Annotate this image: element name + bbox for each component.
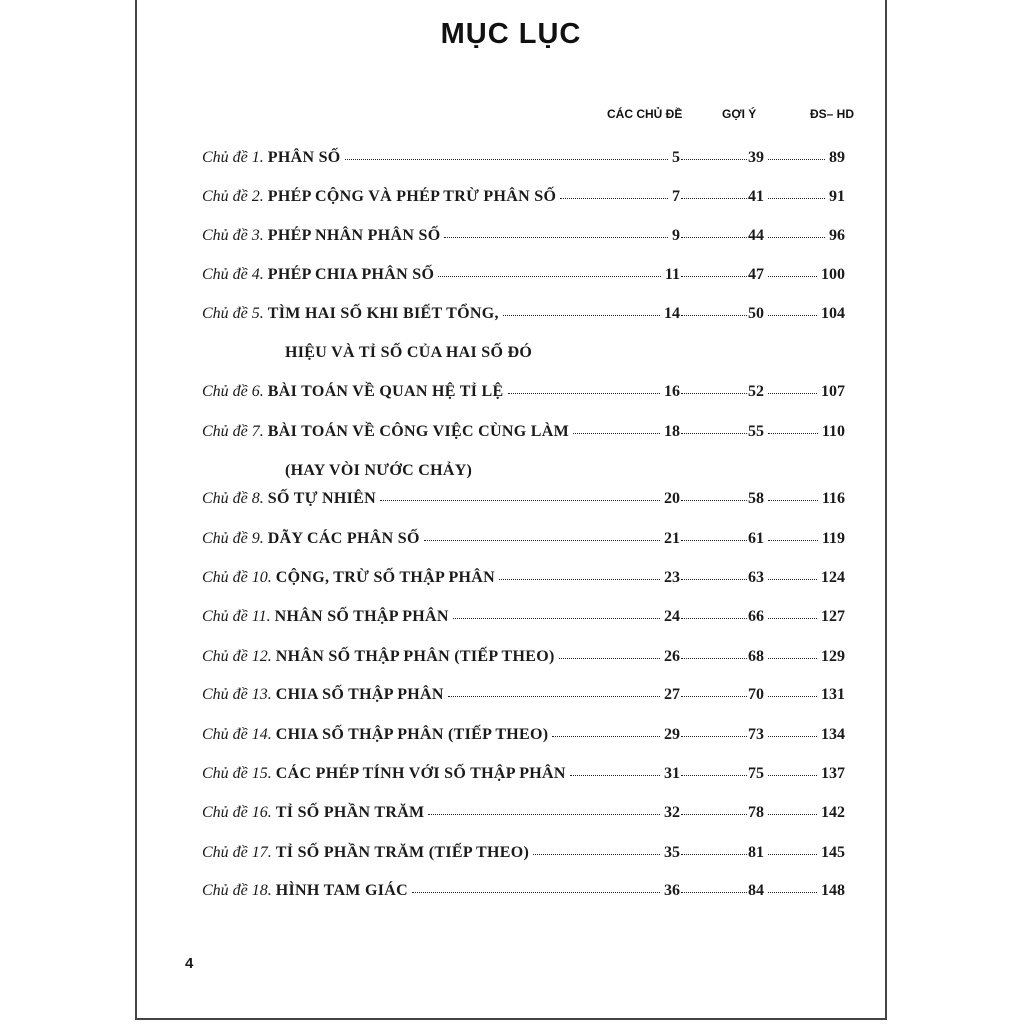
toc-topic-page: 5 — [672, 149, 680, 166]
toc-entry-topic — [202, 801, 424, 825]
toc-entry[interactable] — [202, 224, 845, 248]
toc-entry[interactable] — [202, 683, 845, 707]
leader-dots — [681, 198, 747, 199]
leader-dots — [768, 696, 817, 697]
toc-entry-prefix: Chủ đề 6. — [202, 383, 264, 400]
toc-entry-topic — [202, 841, 529, 865]
toc-answer-page: 96 — [829, 227, 845, 244]
leader-dots — [768, 736, 817, 737]
toc-topic-page: 24 — [664, 608, 680, 625]
leader-dots — [681, 500, 747, 501]
toc-entry[interactable] — [202, 605, 845, 629]
leader-dots — [681, 579, 747, 580]
toc-entry-topic — [202, 879, 408, 903]
toc-hint-page: 75 — [748, 765, 764, 782]
leader-dots — [768, 159, 825, 160]
toc-entry-continuation: HIỆU VÀ TỈ SỐ CỦA HAI SỐ ĐÓ — [285, 344, 533, 361]
toc-entry[interactable] — [202, 645, 845, 669]
toc-entry-title: PHÂN SỐ — [267, 149, 341, 166]
toc-entry-prefix: Chủ đề 4. — [202, 266, 264, 283]
toc-hint-page: 58 — [748, 490, 764, 507]
toc-topic-page: 36 — [664, 882, 680, 899]
toc-answer-page: 148 — [821, 882, 845, 899]
toc-entry-topic — [202, 723, 548, 747]
toc-entry-title: NHÂN SỐ THẬP PHÂN (TIẾP THEO) — [275, 648, 555, 665]
leader-dots — [499, 579, 660, 580]
leader-dots — [681, 814, 747, 815]
toc-entry-prefix: Chủ đề 17. — [202, 844, 272, 861]
leader-dots — [681, 315, 747, 316]
toc-hint-page: 84 — [748, 882, 764, 899]
toc-entry-topic — [202, 420, 569, 444]
leader-dots — [560, 198, 668, 199]
leader-dots — [768, 658, 817, 659]
toc-topic-page: 11 — [664, 266, 680, 283]
toc-entry-title: PHÉP NHÂN PHÂN SỐ — [267, 227, 441, 244]
toc-entry[interactable] — [202, 527, 845, 551]
header-answers: ĐS– HD — [810, 107, 855, 121]
toc-answer-page: 145 — [821, 844, 845, 861]
toc-entry-topic — [202, 380, 504, 404]
toc-entry-continuation: (HAY VÒI NƯỚC CHẢY) — [285, 462, 473, 479]
toc-topic-page: 9 — [672, 227, 680, 244]
toc-answer-page: 91 — [829, 188, 845, 205]
toc-entry-topic — [202, 566, 495, 590]
toc-answer-page: 129 — [821, 648, 845, 665]
leader-dots — [681, 393, 747, 394]
toc-entry-prefix: Chủ đề 9. — [202, 530, 264, 547]
toc-entry[interactable] — [202, 263, 845, 287]
leader-dots — [444, 237, 668, 238]
toc-hint-page: 73 — [748, 726, 764, 743]
toc-entry[interactable] — [202, 185, 845, 209]
leader-dots — [345, 159, 668, 160]
toc-answer-page: 131 — [821, 686, 845, 703]
toc-entry-topic — [202, 302, 499, 326]
toc-entry[interactable] — [202, 723, 845, 747]
leader-dots — [559, 658, 660, 659]
toc-topic-page: 7 — [672, 188, 680, 205]
toc-entry-title: CÁC PHÉP TÍNH VỚI SỐ THẬP PHÂN — [275, 765, 566, 782]
leader-dots — [681, 854, 747, 855]
toc-entry[interactable] — [202, 146, 845, 170]
toc-topic-page: 29 — [664, 726, 680, 743]
toc-entry-title: CHIA SỐ THẬP PHÂN (TIẾP THEO) — [275, 726, 549, 743]
leader-dots — [453, 618, 660, 619]
leader-dots — [552, 736, 660, 737]
toc-hint-page: 47 — [748, 266, 764, 283]
toc-hint-page: 41 — [748, 188, 764, 205]
leader-dots — [681, 159, 747, 160]
toc-entry-topic — [202, 487, 376, 511]
document-page — [135, 0, 887, 1020]
leader-dots — [768, 276, 817, 277]
toc-topic-page: 16 — [664, 383, 680, 400]
toc-entry-prefix: Chủ đề 2. — [202, 188, 264, 205]
leader-dots — [533, 854, 660, 855]
toc-topic-page: 23 — [664, 569, 680, 586]
toc-hint-page: 44 — [748, 227, 764, 244]
leader-dots — [681, 892, 747, 893]
toc-entry-title: HÌNH TAM GIÁC — [275, 882, 408, 899]
toc-hint-page: 61 — [748, 530, 764, 547]
toc-entry-topic — [202, 185, 556, 209]
toc-entry[interactable] — [202, 566, 845, 590]
toc-topic-page: 14 — [664, 305, 680, 322]
leader-dots — [768, 540, 818, 541]
leader-dots — [768, 892, 817, 893]
toc-entry-title: SỐ TỰ NHIÊN — [267, 490, 376, 507]
toc-entry-topic — [202, 527, 420, 551]
toc-answer-page: 104 — [821, 305, 845, 322]
toc-entry-prefix: Chủ đề 5. — [202, 305, 264, 322]
toc-topic-page: 35 — [664, 844, 680, 861]
toc-entry[interactable] — [202, 380, 845, 404]
header-topics: CÁC CHỦ ĐỀ — [607, 107, 683, 121]
toc-entry-title: TÌM HAI SỐ KHI BIẾT TỔNG, — [267, 305, 499, 322]
leader-dots — [768, 814, 817, 815]
leader-dots — [681, 618, 747, 619]
page-title: MỤC LỤC — [440, 18, 582, 50]
leader-dots — [681, 237, 747, 238]
leader-dots — [424, 540, 660, 541]
toc-entry-topic — [202, 762, 566, 786]
toc-entry-prefix: Chủ đề 8. — [202, 490, 264, 507]
toc-entry-title: CHIA SỐ THẬP PHÂN — [275, 686, 444, 703]
toc-entry-prefix: Chủ đề 18. — [202, 882, 272, 899]
leader-dots — [681, 736, 747, 737]
toc-entry-topic — [202, 146, 341, 170]
toc-hint-page: 39 — [748, 149, 764, 166]
leader-dots — [768, 315, 817, 316]
toc-hint-page: 66 — [748, 608, 764, 625]
toc-entry[interactable] — [202, 487, 845, 511]
toc-entry-topic — [202, 263, 434, 287]
toc-answer-page: 89 — [829, 149, 845, 166]
toc-answer-page: 116 — [821, 490, 845, 507]
toc-entry-topic — [202, 605, 449, 629]
toc-entry-title: NHÂN SỐ THẬP PHÂN — [274, 608, 449, 625]
toc-entry[interactable] — [202, 879, 845, 903]
header-hints: GỢI Ý — [722, 107, 757, 121]
leader-dots — [768, 579, 817, 580]
toc-entry-prefix: Chủ đề 1. — [202, 149, 264, 166]
leader-dots — [681, 276, 747, 277]
leader-dots — [380, 500, 660, 501]
toc-hint-page: 68 — [748, 648, 764, 665]
toc-entry-title: CỘNG, TRỪ SỐ THẬP PHÂN — [275, 569, 495, 586]
toc-hint-page: 70 — [748, 686, 764, 703]
toc-hint-page: 55 — [748, 423, 764, 440]
toc-entry-title: BÀI TOÁN VỀ CÔNG VIỆC CÙNG LÀM — [267, 423, 569, 440]
toc-topic-page: 27 — [664, 686, 680, 703]
toc-topic-page: 31 — [664, 765, 680, 782]
toc-hint-page: 81 — [748, 844, 764, 861]
toc-entry-prefix: Chủ đề 3. — [202, 227, 264, 244]
leader-dots — [570, 775, 660, 776]
toc-topic-page: 32 — [664, 804, 680, 821]
leader-dots — [503, 315, 660, 316]
toc-answer-page: 124 — [821, 569, 845, 586]
leader-dots — [438, 276, 661, 277]
leader-dots — [768, 775, 817, 776]
toc-topic-page: 18 — [664, 423, 680, 440]
toc-hint-page: 63 — [748, 569, 764, 586]
leader-dots — [768, 237, 825, 238]
leader-dots — [428, 814, 660, 815]
leader-dots — [768, 854, 817, 855]
leader-dots — [412, 892, 660, 893]
toc-entry[interactable] — [202, 302, 845, 326]
toc-answer-page: 127 — [821, 608, 845, 625]
toc-answer-page: 107 — [821, 383, 845, 400]
toc-entry-topic — [202, 683, 444, 707]
toc-hint-page: 52 — [748, 383, 764, 400]
toc-entry-prefix: Chủ đề 16. — [202, 804, 272, 821]
toc-answer-page: 110 — [821, 423, 845, 440]
toc-entry-title: TỈ SỐ PHẦN TRĂM (TIẾP THEO) — [275, 844, 530, 861]
leader-dots — [681, 696, 747, 697]
toc-answer-page: 142 — [821, 804, 845, 821]
toc-entry-title: PHÉP CHIA PHÂN SỐ — [267, 266, 435, 283]
toc-entry-prefix: Chủ đề 11. — [202, 608, 271, 625]
toc-entry[interactable] — [202, 801, 845, 825]
toc-entry-title: TỈ SỐ PHẦN TRĂM — [275, 804, 425, 821]
leader-dots — [768, 393, 817, 394]
toc-answer-page: 137 — [821, 765, 845, 782]
toc-answer-page: 134 — [821, 726, 845, 743]
leader-dots — [768, 618, 817, 619]
toc-topic-page: 21 — [664, 530, 680, 547]
toc-entry-prefix: Chủ đề 12. — [202, 648, 272, 665]
toc-entry-prefix: Chủ đề 14. — [202, 726, 272, 743]
toc-answer-page: 119 — [821, 530, 845, 547]
toc-entry-prefix: Chủ đề 13. — [202, 686, 272, 703]
toc-answer-page: 100 — [821, 266, 845, 283]
toc-entry[interactable] — [202, 762, 845, 786]
leader-dots — [768, 500, 818, 501]
leader-dots — [768, 198, 825, 199]
toc-entry-title: DÃY CÁC PHÂN SỐ — [267, 530, 420, 547]
leader-dots — [681, 433, 747, 434]
leader-dots — [681, 775, 747, 776]
toc-entry-prefix: Chủ đề 15. — [202, 765, 272, 782]
leader-dots — [508, 393, 660, 394]
toc-entry-topic — [202, 645, 555, 669]
toc-entry[interactable] — [202, 841, 845, 865]
table-of-contents — [137, 0, 885, 1018]
toc-hint-page: 50 — [748, 305, 764, 322]
page-number: 4 — [185, 955, 194, 972]
leader-dots — [768, 433, 818, 434]
toc-hint-page: 78 — [748, 804, 764, 821]
toc-entry-prefix: Chủ đề 7. — [202, 423, 264, 440]
leader-dots — [573, 433, 660, 434]
toc-entry[interactable] — [202, 420, 845, 444]
toc-entry-prefix: Chủ đề 10. — [202, 569, 272, 586]
leader-dots — [448, 696, 660, 697]
toc-entry-title: PHÉP CỘNG VÀ PHÉP TRỪ PHÂN SỐ — [267, 188, 557, 205]
leader-dots — [681, 658, 747, 659]
toc-entry-topic — [202, 224, 440, 248]
toc-entry-title: BÀI TOÁN VỀ QUAN HỆ TỈ LỆ — [267, 383, 504, 400]
leader-dots — [681, 540, 747, 541]
toc-topic-page: 20 — [664, 490, 680, 507]
toc-topic-page: 26 — [664, 648, 680, 665]
